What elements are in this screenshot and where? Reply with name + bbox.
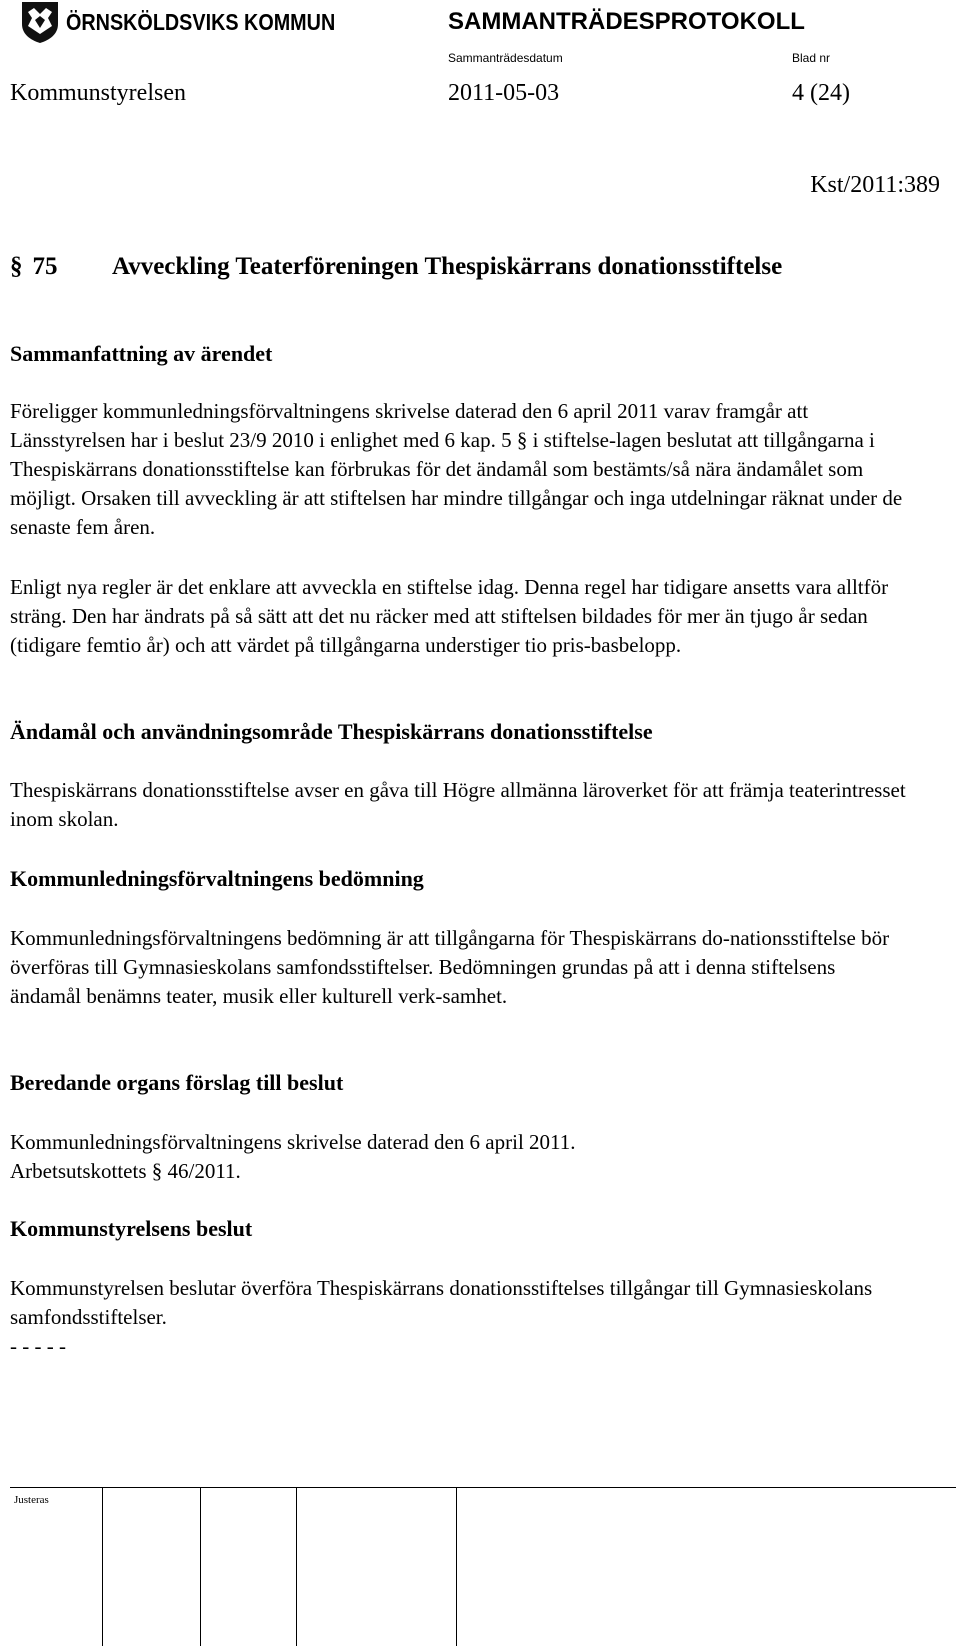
justeras-label: Justeras bbox=[14, 1494, 49, 1506]
committee-name: Kommunstyrelsen bbox=[10, 80, 186, 106]
paragraph-number: 75 bbox=[32, 253, 58, 280]
paragraph-title bbox=[10, 253, 783, 281]
decision-paragraph: Kommunstyrelsen beslutar överföra Thespiskärrans donationsstiftelses tillgångar till Gymnasieskolans samfondsstiftelser. - - - - - bbox=[10, 1276, 873, 1358]
summary-paragraph-1: Föreligger kommunledningsförvaltningens skrivelse daterad den 6 april 2011 varav framgår att Länsstyrelsen har i beslut 23/9 2010 i enlighet med 6 kap. 5 § i stiftelse-lagen beslutat att tillgångarna i Thespiskärrans donationsstiftelse kan förbrukas för det ändamål som bestämts/så nära ändamålet som möjligt. Orsaken till avveckling är att stiftelsen har mindre tillgångar och inga utdelningar räknat under de senaste fem åren. bbox=[10, 399, 903, 539]
section-heading-purpose: Ändamål och användningsområde Thespiskärrans donationsstiftelse bbox=[10, 719, 653, 744]
section-symbol: § bbox=[10, 253, 23, 280]
purpose-paragraph: Thespiskärrans donationsstiftelse avser en gåva till Högre allmänna läroverket för att främja teaterintresset inom skolan. bbox=[10, 778, 906, 831]
meeting-date-label: Sammanträdesdatum bbox=[448, 51, 563, 65]
page-number-label: Blad nr bbox=[792, 51, 831, 65]
section-heading-proposal: Beredande organs förslag till beslut bbox=[10, 1070, 344, 1095]
signature-box bbox=[296, 1488, 297, 1646]
section-heading-summary: Sammanfattning av ärendet bbox=[10, 341, 273, 366]
signature-box bbox=[200, 1488, 201, 1646]
municipal-coat-of-arms-icon bbox=[20, 0, 60, 44]
section-heading-assessment: Kommunledningsförvaltningens bedömning bbox=[10, 866, 424, 891]
meeting-date: 2011-05-03 bbox=[448, 80, 560, 106]
case-number: Kst/2011:389 bbox=[810, 172, 940, 198]
section-heading-decision: Kommunstyrelsens beslut bbox=[10, 1216, 253, 1241]
page-number: 4 (24) bbox=[792, 80, 850, 106]
assessment-paragraph: Kommunledningsförvaltningens bedömning är att tillgångarna för Thespiskärrans do-nationsstiftelse bör överföras till Gymnasieskolans samfondsstiftelser. Bedömningen grundas på att i denna stiftelsens ändamål benämns teater, musik eller kulturell verk-samhet. bbox=[10, 926, 890, 1008]
document-type: SAMMANTRÄDESPROTOKOLL bbox=[448, 8, 805, 35]
signature-box bbox=[102, 1488, 103, 1646]
signature-footer bbox=[10, 1487, 956, 1646]
signature-box bbox=[456, 1488, 457, 1646]
organization-name: ÖRNSKÖLDSVIKS KOMMUN bbox=[66, 9, 336, 35]
proposal-paragraph: Kommunledningsförvaltningens skrivelse daterad den 6 april 2011. Arbetsutskottets § 46/2011. bbox=[10, 1130, 576, 1183]
paragraph-title-text: Avveckling Teaterföreningen Thespiskärrans donationsstiftelse bbox=[112, 253, 783, 280]
summary-paragraph-2: Enligt nya regler är det enklare att avveckla en stiftelse idag. Denna regel har tidigare ansetts vara alltför sträng. Den har ändrats på så sätt att det nu räcker med att stiftelsen bildades för mer än tjugo år sedan (tidigare femtio år) och att värdet på tillgångarna understiger tio pris-basbelopp. bbox=[10, 575, 889, 657]
